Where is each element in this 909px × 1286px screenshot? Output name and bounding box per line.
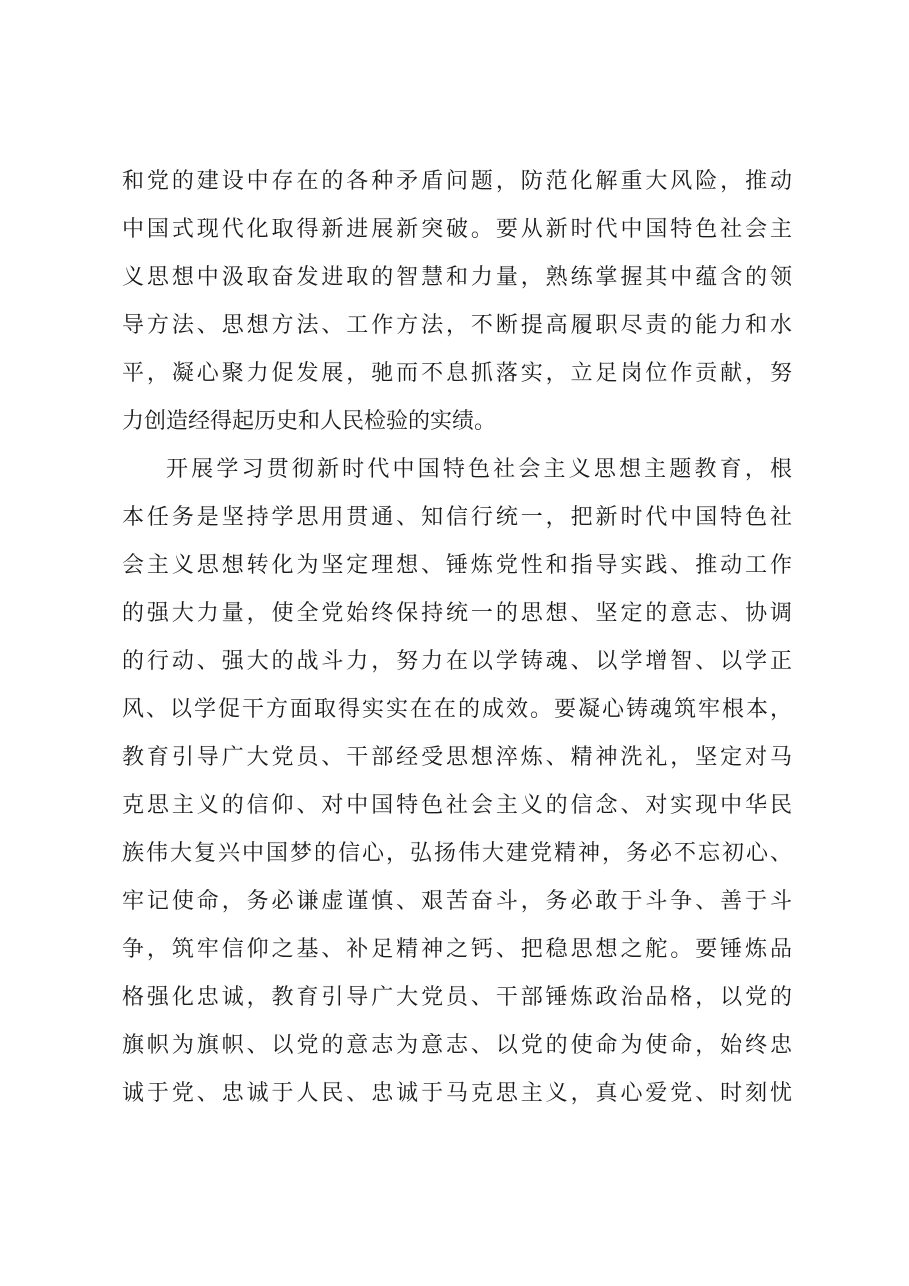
paragraph-line: 的行动、强大的战斗力，努力在以学铸魂、以学增智、以学正 <box>122 649 792 674</box>
paragraph-line: 族伟大复兴中国梦的信心，弘扬伟大建党精神，务必不忘初心、 <box>122 841 792 866</box>
paragraph-line: 开展学习贯彻新时代中国特色社会主义思想主题教育，根 <box>166 457 792 482</box>
paragraph-line: 平，凝心聚力促发展，驰而不息抓落实，立足岗位作贡献，努 <box>122 361 792 386</box>
paragraph-line: 义思想中汲取奋发进取的智慧和力量，熟练掌握其中蕴含的领 <box>122 265 792 290</box>
body-text <box>122 158 792 1118</box>
paragraph-line: 克思主义的信仰、对中国特色社会主义的信念、对实现中华民 <box>122 793 792 818</box>
paragraph-line: 力创造经得起历史和人民检验的实绩。 <box>122 409 497 434</box>
paragraph-line: 和党的建设中存在的各种矛盾问题，防范化解重大风险，推动 <box>122 169 792 194</box>
paragraph-line: 导方法、思想方法、工作方法，不断提高履职尽责的能力和水 <box>122 313 792 338</box>
paragraph-1 <box>122 158 792 446</box>
paragraph-line: 牢记使命，务必谦虚谨慎、艰苦奋斗，务必敢于斗争、善于斗 <box>122 889 792 914</box>
paragraph-line: 教育引导广大党员、干部经受思想淬炼、精神洗礼，坚定对马 <box>122 745 792 770</box>
paragraph-line: 诚于党、忠诚于人民、忠诚于马克思主义，真心爱党、时刻忧 <box>122 1081 792 1106</box>
paragraph-line: 旗帜为旗帜、以党的意志为意志、以党的使命为使命，始终忠 <box>122 1033 792 1058</box>
paragraph-line: 的强大力量，使全党始终保持统一的思想、坚定的意志、协调 <box>122 601 792 626</box>
paragraph-line: 风、以学促干方面取得实实在在的成效。要凝心铸魂筑牢根本， <box>122 697 792 722</box>
paragraph-2 <box>122 446 792 1118</box>
paragraph-line: 争，筑牢信仰之基、补足精神之钙、把稳思想之舵。要锤炼品 <box>122 937 792 962</box>
paragraph-line: 会主义思想转化为坚定理想、锤炼党性和指导实践、推动工作 <box>122 553 792 578</box>
paragraph-line: 格强化忠诚，教育引导广大党员、干部锤炼政治品格，以党的 <box>122 985 792 1010</box>
paragraph-line: 中国式现代化取得新进展新突破。要从新时代中国特色社会主 <box>122 217 792 242</box>
paragraph-line: 本任务是坚持学思用贯通、知信行统一，把新时代中国特色社 <box>122 505 792 530</box>
